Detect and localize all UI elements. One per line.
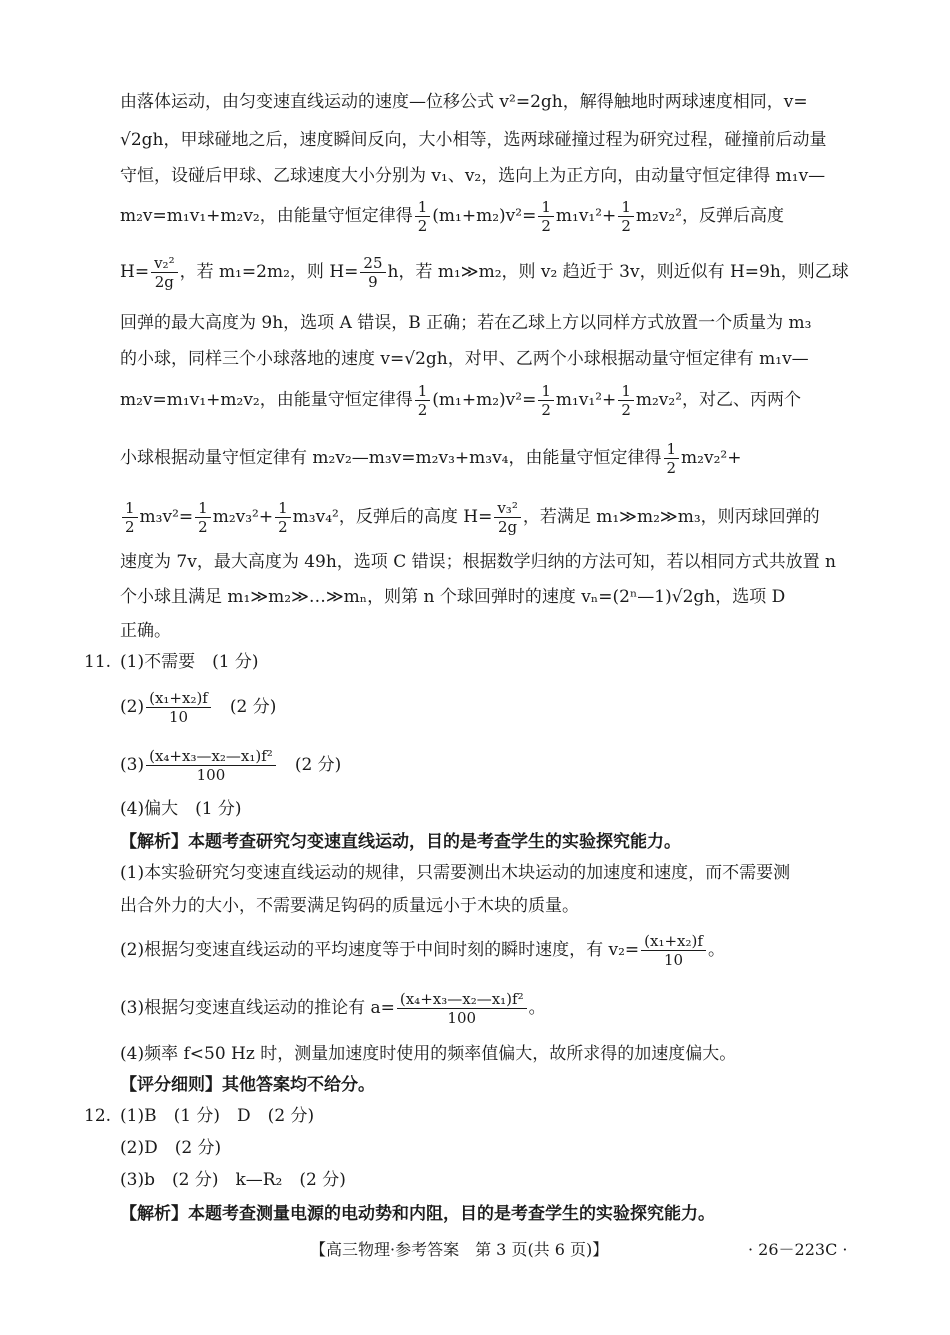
q12-answer-3: (3)b (2 分) k—R₂ (2 分) — [120, 1170, 346, 1190]
body-line-4: m₂v=m₁v₁+m₂v₂，由能量守恒定律得 $\frac{1}{2}$ (m₁+m₂)v²= $\frac{1}{2}$ m₁v₁²+ $\frac{1}{2}$ m₂v₂²，反弹后高度 — [120, 198, 785, 235]
fraction-half: $\frac{1}{2}$ — [122, 499, 138, 536]
q12-analysis-heading: 【解析】本题考查测量电源的电动势和内阻，目的是考查学生的实验探究能力。 — [120, 1204, 715, 1224]
q11-fraction-2: $\frac{\text{(x₁+x₂)f}}{10}$ — [146, 689, 211, 726]
q11-answer-1: (1)不需要 (1 分) — [120, 652, 259, 672]
q11-scoring-rule: 【评分细则】其他答案均不给分。 — [120, 1075, 375, 1095]
question-number-12: 12. — [84, 1106, 112, 1126]
fraction-half: $\frac{1}{2}$ — [538, 198, 554, 235]
q11-explanation-4: (4)频率 f<50 Hz 时，测量加速度时使用的频率值偏大，故所求得的加速度偏大。 — [120, 1044, 737, 1064]
body-line-10: $\frac{1}{2}$ m₃v²= $\frac{1}{2}$ m₂v₃²+ $\frac{1}{2}$ m₃v₄²，反弹后的高度 H= $\frac{\text{v₃²}}{2g}$ ，若满足 m₁≫m₂≫m₃，则丙球回弹的 — [120, 497, 860, 537]
body-line-11: 速度为 7v，最大高度为 49h，选项 C 错误；根据数学归纳的方法可知，若以相同方式共放置 n — [120, 552, 836, 572]
question-number-11: 11. — [84, 652, 112, 672]
q11-answer-3: (3) $\frac{\text{(x₄+x₃—x₂—x₁)f²}}{100}$ (2 分) — [120, 747, 342, 784]
page-footer-code: · 26－223C · — [748, 1240, 848, 1259]
q11-fraction-3: $\frac{\text{(x₄+x₃—x₂—x₁)f²}}{100}$ — [146, 747, 276, 784]
body-line-1: 由落体运动，由匀变速直线运动的速度—位移公式 v²=2gh，解得触地时两球速度相同，v= — [120, 92, 808, 112]
q11-explanation-fraction-3: $\frac{\text{(x₄+x₃—x₂—x₁)f²}}{100}$ — [397, 990, 527, 1027]
q11-explanation-3: (3)根据匀变速直线运动的推论有 a= $\frac{\text{(x₄+x₃—x₂—x₁)f²}}{100}$ 。 — [120, 990, 546, 1027]
body-line-2: √2gh，甲球碰地之后，速度瞬间反向，大小相等，选两球碰撞过程为研究过程，碰撞前后动量 — [120, 130, 827, 150]
body-line-12: 个小球且满足 m₁≫m₂≫…≫mₙ，则第 n 个球回弹时的速度 vₙ=(2ⁿ—1)√2gh，选项 D — [120, 587, 786, 607]
body-line-6: 回弹的最大高度为 9h，选项 A 错误，B 正确；若在乙球上方以同样方式放置一个质量为 m₃ — [120, 313, 812, 333]
q11-explanation-1a: (1)本实验研究匀变速直线运动的规律，只需要测出木块运动的加速度和速度，而不需要测 — [120, 863, 791, 883]
q11-explanation-2: (2)根据匀变速直线运动的平均速度等于中间时刻的瞬时速度，有 v₂= $\frac{\text{(x₁+x₂)f}}{10}$ 。 — [120, 932, 725, 969]
fraction-half: $\frac{1}{2}$ — [275, 499, 291, 536]
body-line-8: m₂v=m₁v₁+m₂v₂，由能量守恒定律得 $\frac{1}{2}$ (m₁+m₂)v²= $\frac{1}{2}$ m₁v₁²+ $\frac{1}{2}$ m₂v₂²，对乙、丙两个 — [120, 382, 802, 419]
fraction-half: $\frac{1}{2}$ — [415, 382, 431, 419]
fraction-half: $\frac{1}{2}$ — [618, 198, 634, 235]
q11-answer-4: (4)偏大 (1 分) — [120, 799, 242, 819]
fraction-half: $\frac{1}{2}$ — [664, 440, 680, 477]
q11-analysis-heading: 【解析】本题考查研究匀变速直线运动，目的是考查学生的实验探究能力。 — [120, 832, 681, 852]
q12-answer-1: (1)B (1 分) D (2 分) — [120, 1106, 315, 1126]
fraction-25-9: $\frac{25}{9}$ — [360, 254, 385, 291]
body-line-5: H= $\frac{\text{v₂²}}{2g}$ ，若 m₁=2m₂，则 H= $\frac{25}{9}$ h，若 m₁≫m₂，则 v₂ 趋近于 3v，则近似有 H=9h，则乙球 — [120, 254, 849, 291]
fraction-half: $\frac{1}{2}$ — [618, 382, 634, 419]
fraction-half: $\frac{1}{2}$ — [538, 382, 554, 419]
body-line-9: 小球根据动量守恒定律有 m₂v₂—m₃v=m₂v₃+m₃v₄，由能量守恒定律得 $\frac{1}{2}$ m₂v₂²+ — [120, 440, 742, 477]
body-line-13: 正确。 — [120, 621, 171, 641]
body-line-7: 的小球，同样三个小球落地的速度 v=√2gh，对甲、乙两个小球根据动量守恒定律有 m₁v— — [120, 349, 809, 369]
q11-explanation-fraction-2: $\frac{\text{(x₁+x₂)f}}{10}$ — [641, 932, 706, 969]
fraction-half: $\frac{1}{2}$ — [195, 499, 211, 536]
page-footer-label: 【高三物理·参考答案 第 3 页(共 6 页)】 — [310, 1240, 609, 1259]
q11-explanation-1b: 出合外力的大小，不需要满足钩码的质量远小于木块的质量。 — [120, 896, 579, 916]
q11-answer-2: (2) $\frac{\text{(x₁+x₂)f}}{10}$ (2 分) — [120, 689, 277, 726]
q12-answer-2: (2)D (2 分) — [120, 1138, 222, 1158]
body-line-3: 守恒，设碰后甲球、乙球速度大小分别为 v₁、v₂，选向上为正方向，由动量守恒定律得 m₁v— — [120, 166, 826, 186]
fraction-v2sq-2g: $\frac{\text{v₂²}}{2g}$ — [151, 254, 178, 291]
fraction-half: $\frac{1}{2}$ — [415, 198, 431, 235]
fraction-v3sq-2g: $\frac{\text{v₃²}}{2g}$ — [494, 499, 521, 536]
